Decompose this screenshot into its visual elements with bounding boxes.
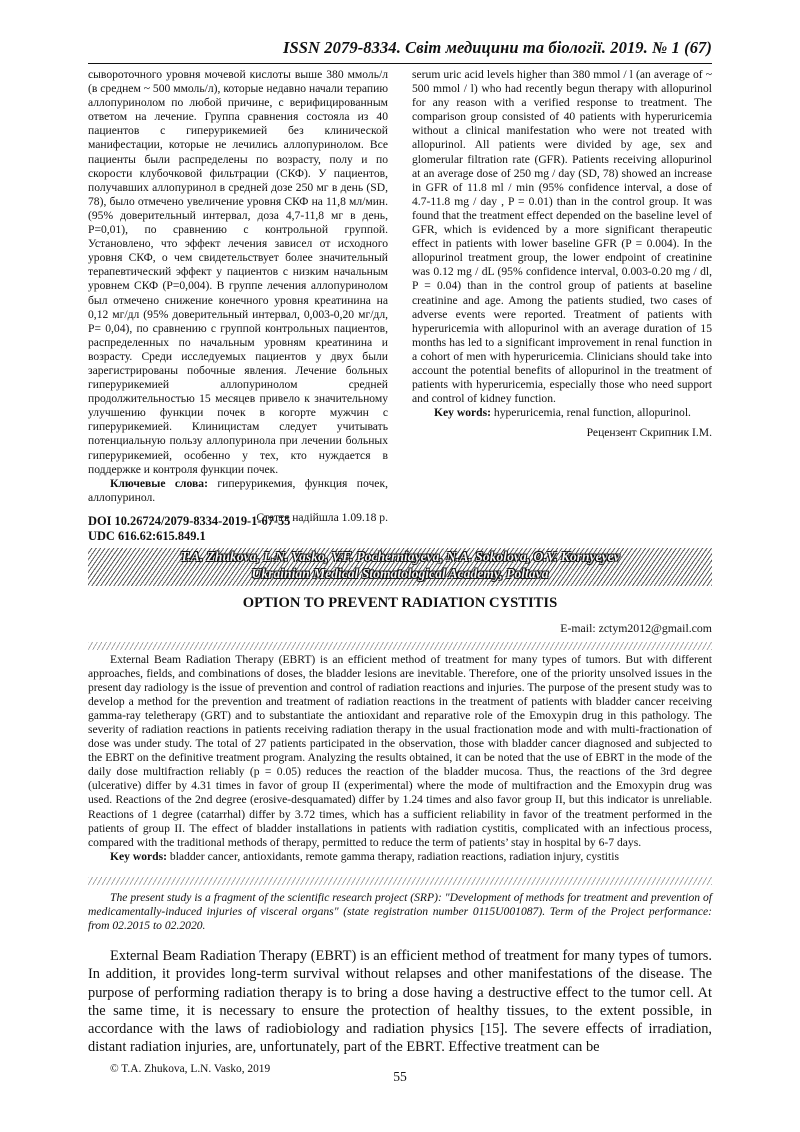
left-keywords (88, 477, 388, 505)
right-keywords-label: Key words: (434, 406, 491, 420)
abstract-keywords (88, 850, 712, 864)
left-column (88, 68, 388, 525)
right-keywords (412, 406, 712, 420)
affiliation: Ukrainian Medical Stomatological Academy, Poltava (251, 566, 549, 581)
abstract-bottom-divider (88, 877, 712, 885)
left-column-text: сывороточного уровня мочевой кислоты выше 380 ммоль/л (в среднем ~ 500 ммоль/л), которые недавно начали терапию аллопуринолом по любой причине, с верифицированным ответом на лечение. Группа сравнения состояла из 40 пациентов с гиперурикемией без клинической манифестации, которые не лечились аллопуринолом. Все пациенты были распределены по возрасту, полу и по скорости клубочковой фильтрации (СКФ). У пациентов, получавших аллопуринол в средней дозе 250 мг в день (SD, 78), было отмечено увеличение уровня СКФ на 11,8 мл/мин. (95% доверительный интервал, доза 4,7-11,8 мг в день, P=0,01), по сравнению с контрольной группой. Установлено, что эффект лечения зависел от исходного уровня СКФ, о чем свидетельствует более значительный терапевтический эффект у пациентов с низким начальным уровнем СКФ (P=0,004). В группе лечения аллопуринолом был отмечено снижение конечного уровня креатинина на 0,12 мг/дл (95% доверительный интервал, 0,003-0,20 мг/дл, P= 0,04), по сравнению с группой контрольных пациентов, распределенных по начальным уровням креатинина и возрасту. Среди исследуемых пациентов у двух были зарегистрированы побочные явления. Лечение больных гиперурикемией аллопуринолом средней продолжительностью 15 месяцев привело к значительному улучшению функции почек в когорте мужчин с гиперурикемией. Клиницистам следует учитывать потенциальную пользу аллопуринола при лечении больных гиперурикемией, особенно у тех, кто нуждается в поддержке и контроля функции почек. (88, 68, 388, 476)
abstract-keywords-label: Key words: (110, 849, 167, 863)
abstract-text: External Beam Radiation Therapy (EBRT) is an efficient method of treatment for many types of tumors. But with different approaches, fields, and combinations of doses, the bladder lesions are inevitable. Therefore, one of the priority unsolved issues in the present day radiology is the issue of prevention and control of radiation reactions and injuries. The purpose of the present study was to develop a method for the prevention and treatment of radiation reactions in the treatment of patients with bladder cancer receiving gamma-ray teletherapy (GRT) and to substantiate the antioxidant and reparative role of the Emoxypin drug in this pathology. The severity of radiation reactions in patients receiving radiation therapy in the usual fractionation mode and with multi-fractionation of dose was under study. The total of 27 patients participated in the observation, those with bladder cancer diagnosed and subjected to the EBRT on the definitive treatment program. Analyzing the results obtained, it can be noted that the use of EBRT in the mode of the daily dose multifraction reliably (p = 0.05) reduces the reaction of the bladder mucosa. Thus, the reactions of the 3rd degree (ulcerative) differ by 4.31 times in favor of group II (experimental) where the mode of multifraction and the Emoxypin drug was used. Reactions of the 2nd degree (erosive-desquamated) differ by 1.24 times and also favor group II, but this indicator is unreliable. Reactions of 1 degree (catarrhal) differ by 3.72 times, which has a sufficient reliability in favor of the treatment performed in the patients of group II. The effect of bladder installations in patients with radiation cystitis, complicated with an infectious process, compared with the traditional methods of therapy, permitted to reduce the term of patients’ stay in hospital by 6-7 days. (88, 653, 712, 849)
received-date: Стаття надійшла 1.09.18 р. (256, 510, 388, 524)
article-body (88, 947, 712, 1057)
project-note (88, 891, 712, 934)
doi-block (88, 514, 290, 544)
page-number: 55 (393, 1069, 407, 1084)
header-divider (88, 63, 712, 64)
author-email: E-mail: zctym2012@gmail.com (560, 621, 712, 635)
doi: DOI 10.26724/2079-8334-2019-1-67-55 (88, 514, 291, 528)
authors-block (88, 548, 712, 582)
udc: UDC 616.62:615.849.1 (88, 529, 206, 543)
right-keywords-text: hyperuricemia, renal function, allopurinol. (493, 406, 691, 420)
project-note-text: The present study is a fragment of the scientific research project (SRP): "Development of methods for treatment and prevention of medicamentally-induced injuries of visceral organs" (state registration number 0115U001087). Term of the Project performance: from 02.2015 to 02.2020. (88, 891, 712, 933)
abstract (88, 653, 712, 864)
reviewer: Рецензент Скрипник І.М. (586, 426, 712, 440)
left-keywords-label: Ключевые слова: (110, 476, 208, 490)
right-column (412, 68, 712, 440)
journal-header: ISSN 2079-8334. Світ медицини та біології. 2019. № 1 (67) (282, 38, 712, 57)
left-keywords-text: гиперурикемия, функция почек, аллопуринол. (88, 476, 388, 504)
intro-paragraph: External Beam Radiation Therapy (EBRT) is an efficient method of treatment for many types of tumors. In addition, it provides long-term survival without relapses and other manifestations of the disease. The purpose of performing radiation therapy is to bring a dose having a destructive effect to the tumor cell. At the same time, it is necessary to ensure the protection of healthy tissues, to the extent possible, in accordance with the laws of radiobiology and radiation physics [15]. The severe effects of irradiation, distant radiation injuries, are, unfortunately, part of the EBRT. Effective treatment can be (88, 948, 712, 1056)
article-title: OPTION TO PREVENT RADIATION CYSTITIS (242, 595, 558, 611)
copyright: © T.A. Zhukova, L.N. Vasko, 2019 (110, 1063, 271, 1075)
abstract-top-divider (88, 642, 712, 650)
authors: T.A. Zhukova, L.N. Vasko, V.F. Pocherniayeva, N.A. Sokolova, O.V. Kornyeyev (180, 549, 620, 564)
right-column-text: serum uric acid levels higher than 380 mmol / l (an average of ~ 500 mmol / l) who had recently begun therapy with allopurinol for any reason with a verified response to treatment. The comparison group consisted of 40 patients with hyperuricemia without a clinical manifestation who were not treated with allopurinol. All patients were divided by age, sex and glomerular filtration rate (GFR). Patients receiving allopurinol at an average dose of 250 mg / day (SD, 78) showed an increase in GFR of 11.8 ml / min (95% confidence interval, a dose of 4.7-11.8 mg / day , P = 0.01) than in the control group. It was found that the treatment effect depended on the baseline level of GFR, which is evidenced by a more significant therapeutic effect in patients with lower baseline GFR (P = 0.004). In the allopurinol treatment group, the lower endpoint of creatinine was 0.12 mg / dL (95% confidence interval, 0.003-0.20 mg / dl, P = 0.04) than in the control group of patients at baseline creatinine and age. Among the patients studied, two cases of adverse events were reported. Treatment of patients with hyperuricemia with allopurinol with an average duration of 15 months has led to a significant improvement in renal function in a cohort of men with hyperuricemia. Clinicians should take into account the potential benefits of allopurinol in the treatment of patients with hyperuricemia, especially those who need support and control of kidney function. (412, 68, 712, 406)
abstract-keywords-text: bladder cancer, antioxidants, remote gamma therapy, radiation reactions, radiation injury, cystitis (169, 849, 619, 863)
